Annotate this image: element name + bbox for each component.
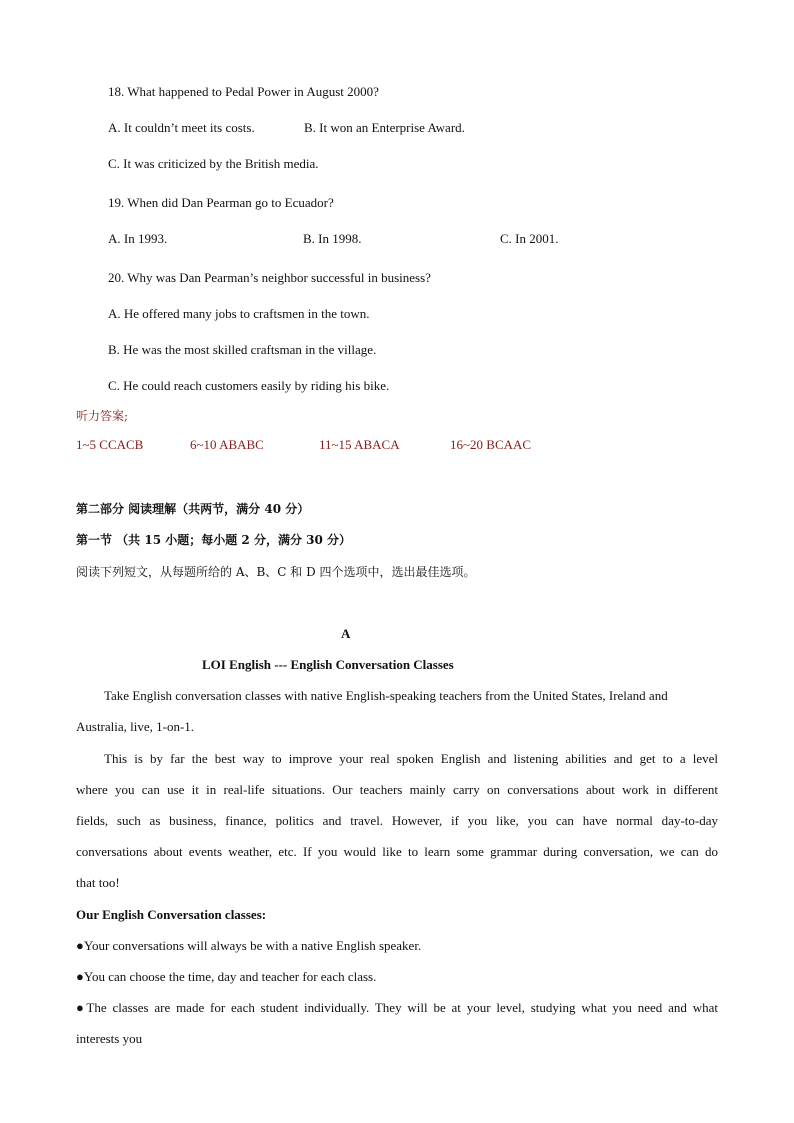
instructions: 阅读下列短文，从每题所给的 A、B、C 和 D 四个选项中，选出最佳选项。 bbox=[76, 565, 476, 579]
answers-group-2: 6~10 ABABC bbox=[190, 437, 264, 452]
question-20-option-c: C. He could reach customers easily by riding his bike. bbox=[108, 378, 390, 393]
paragraph-2-last-line: that too! bbox=[76, 875, 120, 890]
question-20-option-b: B. He was the most skilled craftsman in the village. bbox=[108, 342, 377, 357]
answers-label: 听力答案; bbox=[76, 409, 129, 423]
list-item: ●Your conversations will always be with a native English speaker. bbox=[76, 938, 422, 953]
paragraph-2-line-3: fields, such as business, finance, politics and travel. However, if you like, you can have normal day-to-day bbox=[76, 813, 718, 828]
section1-heading: 第一节 （共 15 小题；每小题 2 分，满分 30 分） bbox=[76, 533, 351, 547]
part2-heading: 第二部分 阅读理解（共两节，满分 40 分） bbox=[76, 502, 310, 516]
question-19-option-b: B. In 1998. bbox=[303, 231, 362, 246]
answers-group-1: 1~5 CCACB bbox=[76, 437, 144, 452]
paragraph-2-line-1: This is by far the best way to improve your real spoken English and listening abilities and get to a level bbox=[104, 751, 718, 766]
question-19-stem: 19. When did Dan Pearman go to Ecuador? bbox=[108, 195, 334, 210]
passage-title: LOI English --- English Conversation Classes bbox=[202, 657, 454, 672]
answers-group-4: 16~20 BCAAC bbox=[450, 437, 532, 452]
question-18-option-b: B. It won an Enterprise Award. bbox=[304, 120, 465, 135]
list-item: ●The classes are made for each student individually. They will be at your level, studying what you need and what bbox=[76, 1000, 718, 1015]
paragraph-1-line-2: Australia, live, 1-on-1. bbox=[76, 719, 195, 734]
paragraph-2-line-4: conversations about events weather, etc. If you would like to learn some grammar during conversation, we can do bbox=[76, 844, 718, 859]
question-19-option-c: C. In 2001. bbox=[500, 231, 559, 246]
question-18-stem: 18. What happened to Pedal Power in August 2000? bbox=[108, 84, 379, 99]
paragraph-2-line-2: where you can use it in real-life situations. Our teachers mainly carry on conversations about work in different bbox=[76, 782, 718, 797]
list-item: ●You can choose the time, day and teacher for each class. bbox=[76, 969, 377, 984]
question-20-option-a: A. He offered many jobs to craftsmen in the town. bbox=[108, 306, 370, 321]
list-item-continuation: interests you bbox=[76, 1031, 143, 1046]
question-19-option-a: A. In 1993. bbox=[108, 231, 168, 246]
answers-group-3: 11~15 ABACA bbox=[319, 437, 400, 452]
question-20-stem: 20. Why was Dan Pearman’s neighbor successful in business? bbox=[108, 270, 431, 285]
passage-letter: A bbox=[341, 626, 351, 641]
question-18-option-a: A. It couldn’t meet its costs. bbox=[108, 120, 255, 135]
list-heading: Our English Conversation classes: bbox=[76, 907, 267, 922]
question-18-option-c: C. It was criticized by the British media. bbox=[108, 156, 319, 171]
paragraph-1-line-1: Take English conversation classes with native English-speaking teachers from the United States, Ireland and bbox=[104, 688, 668, 703]
